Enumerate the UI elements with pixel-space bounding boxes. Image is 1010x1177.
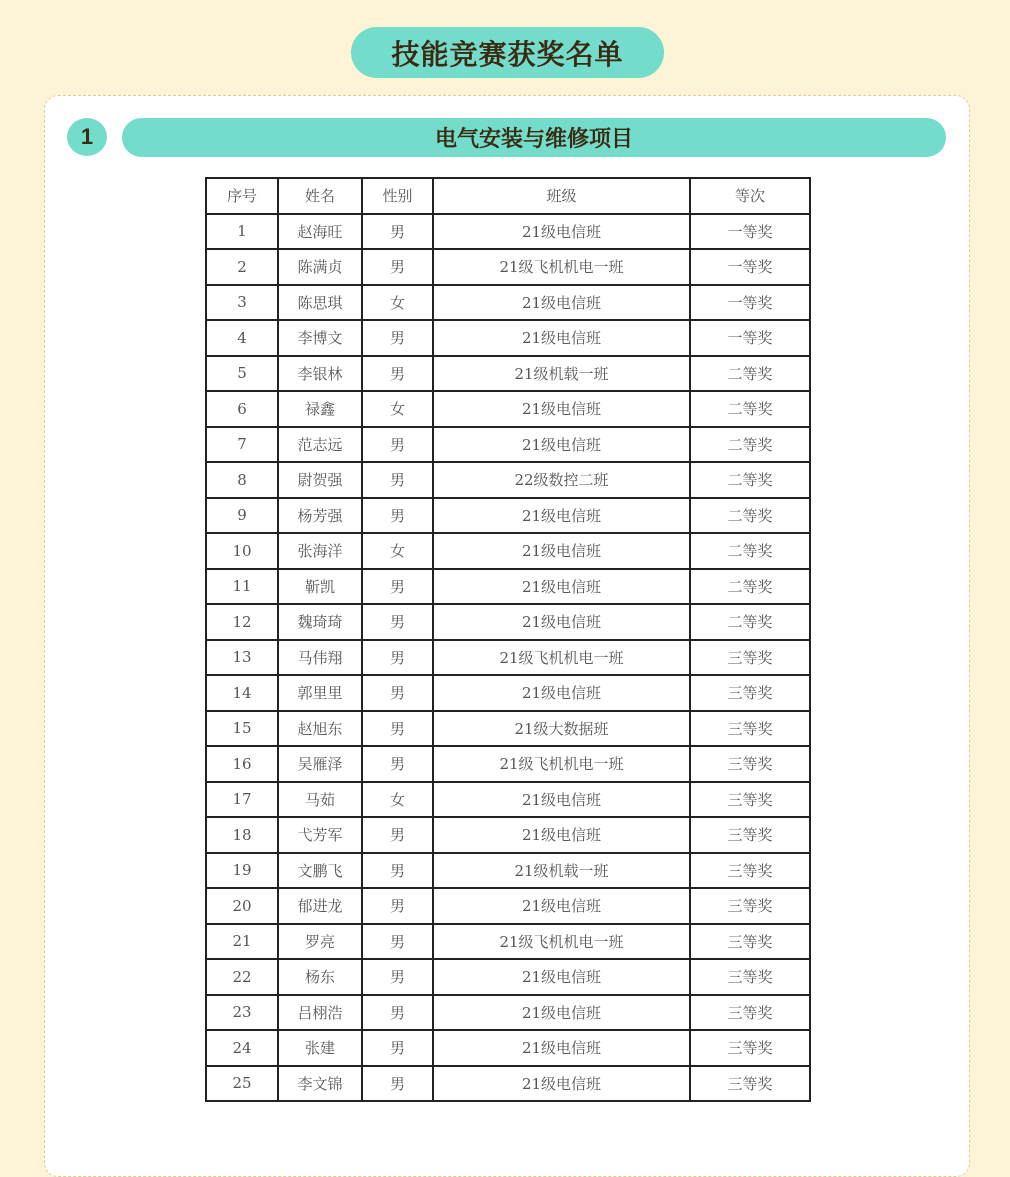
cell-rank: 一等奖 — [690, 320, 810, 356]
table-row — [206, 569, 810, 605]
cell-index: 25 — [206, 1066, 278, 1102]
cell-rank: 三等奖 — [690, 1066, 810, 1102]
cell-gender: 男 — [362, 249, 433, 285]
cell-class: 21级电信班 — [433, 427, 690, 463]
table-row — [206, 746, 810, 782]
table-row — [206, 888, 810, 924]
table-row — [206, 214, 810, 250]
table-row — [206, 853, 810, 889]
cell-name: 禄鑫 — [278, 391, 362, 427]
cell-class: 21级电信班 — [433, 214, 690, 250]
cell-rank: 三等奖 — [690, 888, 810, 924]
cell-class: 21级电信班 — [433, 675, 690, 711]
cell-rank: 二等奖 — [690, 498, 810, 534]
table-row — [206, 640, 810, 676]
table-row — [206, 782, 810, 818]
cell-index: 24 — [206, 1030, 278, 1066]
cell-index: 15 — [206, 711, 278, 747]
cell-class: 21级电信班 — [433, 782, 690, 818]
cell-gender: 男 — [362, 498, 433, 534]
cell-name: 吕栩浩 — [278, 995, 362, 1031]
cell-index: 4 — [206, 320, 278, 356]
cell-gender: 男 — [362, 640, 433, 676]
cell-name: 弋芳军 — [278, 817, 362, 853]
cell-class: 21级飞机机电一班 — [433, 746, 690, 782]
cell-index: 3 — [206, 285, 278, 321]
cell-gender: 男 — [362, 462, 433, 498]
cell-gender: 男 — [362, 604, 433, 640]
cell-rank: 三等奖 — [690, 711, 810, 747]
cell-name: 赵旭东 — [278, 711, 362, 747]
table-row — [206, 320, 810, 356]
cell-gender: 男 — [362, 817, 433, 853]
cell-index: 8 — [206, 462, 278, 498]
cell-rank: 三等奖 — [690, 853, 810, 889]
cell-name: 陈满贞 — [278, 249, 362, 285]
cell-rank: 一等奖 — [690, 214, 810, 250]
cell-name: 尉贺强 — [278, 462, 362, 498]
cell-index: 14 — [206, 675, 278, 711]
header-index: 序号 — [206, 178, 278, 214]
cell-rank: 三等奖 — [690, 640, 810, 676]
cell-class: 21级电信班 — [433, 1030, 690, 1066]
cell-gender: 男 — [362, 995, 433, 1031]
cell-rank: 三等奖 — [690, 924, 810, 960]
cell-class: 21级电信班 — [433, 817, 690, 853]
cell-name: 罗亮 — [278, 924, 362, 960]
cell-gender: 女 — [362, 533, 433, 569]
cell-name: 张海洋 — [278, 533, 362, 569]
cell-index: 21 — [206, 924, 278, 960]
cell-class: 21级机载一班 — [433, 356, 690, 392]
cell-rank: 二等奖 — [690, 569, 810, 605]
cell-rank: 三等奖 — [690, 782, 810, 818]
cell-gender: 男 — [362, 853, 433, 889]
cell-name: 李博文 — [278, 320, 362, 356]
cell-rank: 二等奖 — [690, 427, 810, 463]
cell-index: 6 — [206, 391, 278, 427]
cell-class: 22级数控二班 — [433, 462, 690, 498]
table-row — [206, 817, 810, 853]
cell-class: 21级电信班 — [433, 320, 690, 356]
cell-gender: 男 — [362, 924, 433, 960]
header-rank: 等次 — [690, 178, 810, 214]
cell-index: 13 — [206, 640, 278, 676]
cell-name: 马茹 — [278, 782, 362, 818]
cell-rank: 一等奖 — [690, 285, 810, 321]
table-row — [206, 995, 810, 1031]
cell-name: 郁进龙 — [278, 888, 362, 924]
cell-index: 23 — [206, 995, 278, 1031]
cell-rank: 三等奖 — [690, 995, 810, 1031]
table-row — [206, 1030, 810, 1066]
table-row — [206, 604, 810, 640]
cell-gender: 男 — [362, 746, 433, 782]
cell-name: 陈思琪 — [278, 285, 362, 321]
cell-gender: 男 — [362, 214, 433, 250]
cell-rank: 二等奖 — [690, 533, 810, 569]
cell-gender: 男 — [362, 320, 433, 356]
cell-name: 郭里里 — [278, 675, 362, 711]
table-row — [206, 462, 810, 498]
header-gender: 性别 — [362, 178, 433, 214]
cell-index: 9 — [206, 498, 278, 534]
cell-class: 21级电信班 — [433, 959, 690, 995]
cell-gender: 男 — [362, 569, 433, 605]
cell-class: 21级大数据班 — [433, 711, 690, 747]
cell-rank: 三等奖 — [690, 675, 810, 711]
cell-name: 吴雁泽 — [278, 746, 362, 782]
header-class: 班级 — [433, 178, 690, 214]
cell-rank: 三等奖 — [690, 817, 810, 853]
cell-class: 21级飞机机电一班 — [433, 249, 690, 285]
cell-name: 赵海旺 — [278, 214, 362, 250]
cell-index: 11 — [206, 569, 278, 605]
table-row — [206, 391, 810, 427]
cell-index: 7 — [206, 427, 278, 463]
cell-name: 靳凯 — [278, 569, 362, 605]
cell-gender: 男 — [362, 1030, 433, 1066]
table-row — [206, 711, 810, 747]
cell-name: 范志远 — [278, 427, 362, 463]
cell-index: 18 — [206, 817, 278, 853]
cell-name: 杨芳强 — [278, 498, 362, 534]
cell-class: 21级机载一班 — [433, 853, 690, 889]
cell-name: 张建 — [278, 1030, 362, 1066]
cell-class: 21级电信班 — [433, 569, 690, 605]
table-row — [206, 249, 810, 285]
cell-index: 2 — [206, 249, 278, 285]
table-row — [206, 924, 810, 960]
cell-index: 20 — [206, 888, 278, 924]
table-row — [206, 959, 810, 995]
cell-index: 12 — [206, 604, 278, 640]
cell-rank: 二等奖 — [690, 391, 810, 427]
table-row — [206, 427, 810, 463]
cell-rank: 二等奖 — [690, 462, 810, 498]
awards-table — [205, 177, 811, 1102]
cell-class: 21级电信班 — [433, 888, 690, 924]
cell-class: 21级电信班 — [433, 391, 690, 427]
header-name: 姓名 — [278, 178, 362, 214]
cell-index: 22 — [206, 959, 278, 995]
table-row — [206, 533, 810, 569]
cell-rank: 二等奖 — [690, 356, 810, 392]
cell-rank: 二等奖 — [690, 604, 810, 640]
cell-name: 魏琦琦 — [278, 604, 362, 640]
table-row — [206, 498, 810, 534]
page-title: 技能竞赛获奖名单 — [351, 27, 664, 78]
cell-name: 马伟翔 — [278, 640, 362, 676]
cell-gender: 男 — [362, 356, 433, 392]
cell-rank: 三等奖 — [690, 959, 810, 995]
cell-gender: 男 — [362, 959, 433, 995]
cell-rank: 一等奖 — [690, 249, 810, 285]
cell-index: 1 — [206, 214, 278, 250]
cell-index: 10 — [206, 533, 278, 569]
cell-gender: 女 — [362, 285, 433, 321]
cell-name: 杨东 — [278, 959, 362, 995]
cell-name: 李银林 — [278, 356, 362, 392]
cell-index: 5 — [206, 356, 278, 392]
table-row — [206, 675, 810, 711]
cell-class: 21级电信班 — [433, 1066, 690, 1102]
section-title: 电气安装与维修项目 — [122, 118, 946, 157]
cell-index: 16 — [206, 746, 278, 782]
table-row — [206, 285, 810, 321]
table-row — [206, 356, 810, 392]
table-row — [206, 1066, 810, 1102]
cell-class: 21级飞机机电一班 — [433, 640, 690, 676]
cell-gender: 男 — [362, 675, 433, 711]
cell-gender: 男 — [362, 427, 433, 463]
cell-rank: 三等奖 — [690, 746, 810, 782]
cell-index: 19 — [206, 853, 278, 889]
cell-gender: 男 — [362, 1066, 433, 1102]
cell-class: 21级电信班 — [433, 285, 690, 321]
cell-class: 21级电信班 — [433, 604, 690, 640]
cell-gender: 男 — [362, 711, 433, 747]
section-number-badge: 1 — [67, 118, 107, 156]
cell-class: 21级飞机机电一班 — [433, 924, 690, 960]
cell-gender: 女 — [362, 391, 433, 427]
cell-name: 李文锦 — [278, 1066, 362, 1102]
cell-name: 文鹏飞 — [278, 853, 362, 889]
cell-gender: 女 — [362, 782, 433, 818]
cell-class: 21级电信班 — [433, 533, 690, 569]
cell-rank: 三等奖 — [690, 1030, 810, 1066]
cell-index: 17 — [206, 782, 278, 818]
cell-gender: 男 — [362, 888, 433, 924]
cell-class: 21级电信班 — [433, 995, 690, 1031]
table-header-row — [206, 178, 810, 214]
cell-class: 21级电信班 — [433, 498, 690, 534]
